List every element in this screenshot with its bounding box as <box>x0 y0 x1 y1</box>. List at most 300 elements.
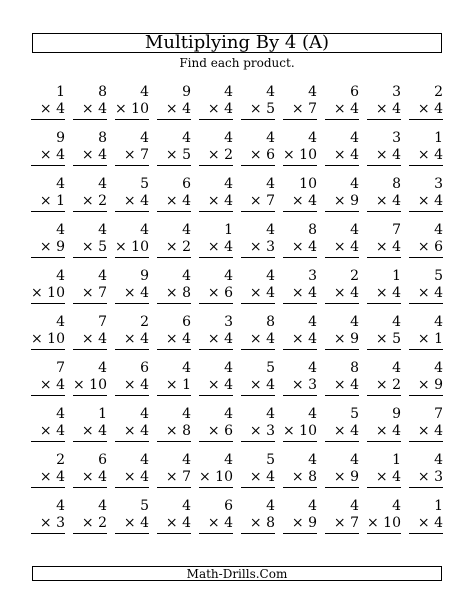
multiplication-problem <box>153 452 195 498</box>
problem-top-number: 8 <box>350 360 359 376</box>
problem-top-number: 4 <box>98 222 107 238</box>
problem-multiplier: × 4 <box>81 423 107 439</box>
problem-top-number: 4 <box>308 360 317 376</box>
problem-multiplier: × 4 <box>81 331 107 347</box>
answer-line <box>115 349 149 350</box>
multiplication-problem <box>27 360 69 406</box>
answer-line <box>73 257 107 258</box>
answer-line <box>325 533 359 534</box>
problem-multiplier: × 4 <box>375 285 401 301</box>
problem-top-number: 4 <box>224 406 233 422</box>
multiplication-problem <box>363 222 405 268</box>
problem-multiplier: × 8 <box>291 469 317 485</box>
multiplication-problem <box>195 406 237 452</box>
problem-top-number: 1 <box>434 498 443 514</box>
answer-line <box>409 487 443 488</box>
problem-multiplier: × 4 <box>207 515 233 531</box>
problem-top-number: 4 <box>140 222 149 238</box>
multiplication-problem <box>405 498 447 544</box>
answer-line <box>325 257 359 258</box>
multiplication-problem <box>69 314 111 360</box>
problem-multiplier: × 4 <box>417 101 443 117</box>
problem-top-number: 4 <box>434 360 443 376</box>
problem-top-number: 4 <box>140 452 149 468</box>
problem-multiplier: × 9 <box>417 377 443 393</box>
multiplication-problem <box>363 498 405 544</box>
problem-top-number: 5 <box>266 360 275 376</box>
answer-line <box>157 165 191 166</box>
multiplication-problem <box>279 498 321 544</box>
problem-top-number: 4 <box>98 498 107 514</box>
problem-multiplier: × 4 <box>417 285 443 301</box>
problem-top-number: 8 <box>266 314 275 330</box>
multiplication-problem <box>195 222 237 268</box>
answer-line <box>325 395 359 396</box>
problem-top-number: 4 <box>266 498 275 514</box>
problem-multiplier: × 4 <box>249 469 275 485</box>
problem-top-number: 1 <box>56 84 65 100</box>
problem-top-number: 7 <box>434 406 443 422</box>
multiplication-problem <box>27 222 69 268</box>
problem-multiplier: × 4 <box>249 377 275 393</box>
answer-line <box>283 395 317 396</box>
problem-top-number: 2 <box>140 314 149 330</box>
answer-line <box>325 349 359 350</box>
problem-multiplier: × 10 <box>115 101 149 117</box>
problem-top-number: 4 <box>434 222 443 238</box>
answer-line <box>115 303 149 304</box>
multiplication-problem <box>237 268 279 314</box>
answer-line <box>157 349 191 350</box>
problem-top-number: 3 <box>224 314 233 330</box>
answer-line <box>241 119 275 120</box>
answer-line <box>409 165 443 166</box>
multiplication-problem <box>69 452 111 498</box>
problem-top-number: 3 <box>392 130 401 146</box>
multiplication-problem <box>69 268 111 314</box>
problem-top-number: 6 <box>140 360 149 376</box>
problem-multiplier: × 4 <box>39 101 65 117</box>
problem-multiplier: × 9 <box>333 331 359 347</box>
problem-multiplier: × 2 <box>207 147 233 163</box>
answer-line <box>367 257 401 258</box>
problem-multiplier: × 4 <box>291 285 317 301</box>
problem-top-number: 4 <box>350 498 359 514</box>
problem-multiplier: × 5 <box>165 147 191 163</box>
problem-multiplier: × 4 <box>417 515 443 531</box>
multiplication-problem <box>321 360 363 406</box>
answer-line <box>115 211 149 212</box>
problem-top-number: 9 <box>392 406 401 422</box>
problem-top-number: 1 <box>98 406 107 422</box>
multiplication-problem <box>237 360 279 406</box>
problem-top-number: 8 <box>392 176 401 192</box>
answer-line <box>367 303 401 304</box>
problem-top-number: 5 <box>434 268 443 284</box>
multiplication-problem <box>405 268 447 314</box>
answer-line <box>73 441 107 442</box>
problem-top-number: 4 <box>140 406 149 422</box>
multiplication-problem <box>363 130 405 176</box>
problem-multiplier: × 7 <box>123 147 149 163</box>
footer-box <box>32 566 442 581</box>
multiplication-problem <box>405 130 447 176</box>
multiplication-problem <box>405 84 447 130</box>
problem-multiplier: × 4 <box>333 423 359 439</box>
answer-line <box>283 165 317 166</box>
problem-top-number: 4 <box>182 360 191 376</box>
problem-top-number: 4 <box>308 84 317 100</box>
problem-multiplier: × 4 <box>207 101 233 117</box>
problem-multiplier: × 9 <box>333 193 359 209</box>
answer-line <box>367 487 401 488</box>
multiplication-problem <box>321 314 363 360</box>
multiplication-problem <box>153 176 195 222</box>
problem-top-number: 4 <box>182 268 191 284</box>
problem-multiplier: × 4 <box>207 377 233 393</box>
worksheet-title: Multiplying By 4 (A) <box>144 32 330 53</box>
problem-multiplier: × 4 <box>165 101 191 117</box>
problem-multiplier: × 4 <box>249 331 275 347</box>
answer-line <box>367 349 401 350</box>
answer-line <box>409 211 443 212</box>
problem-top-number: 4 <box>392 498 401 514</box>
problem-top-number: 9 <box>182 84 191 100</box>
problem-top-number: 4 <box>308 314 317 330</box>
answer-line <box>241 211 275 212</box>
answer-line <box>31 303 65 304</box>
answer-line <box>157 119 191 120</box>
problem-top-number: 4 <box>98 176 107 192</box>
multiplication-problem <box>363 406 405 452</box>
multiplication-problem <box>279 176 321 222</box>
problem-multiplier: × 10 <box>367 515 401 531</box>
problem-multiplier: × 7 <box>81 285 107 301</box>
problem-multiplier: × 7 <box>249 193 275 209</box>
answer-line <box>283 441 317 442</box>
problem-top-number: 4 <box>434 314 443 330</box>
problem-multiplier: × 4 <box>207 193 233 209</box>
answer-line <box>283 487 317 488</box>
problem-multiplier: × 10 <box>283 423 317 439</box>
multiplication-problem <box>405 222 447 268</box>
answer-line <box>283 119 317 120</box>
answer-line <box>367 119 401 120</box>
problem-top-number: 7 <box>98 314 107 330</box>
multiplication-problem <box>111 406 153 452</box>
multiplication-problem <box>153 130 195 176</box>
answer-line <box>325 211 359 212</box>
multiplication-problem <box>237 314 279 360</box>
problem-multiplier: × 3 <box>291 377 317 393</box>
answer-line <box>199 349 233 350</box>
problem-top-number: 4 <box>98 268 107 284</box>
problem-top-number: 4 <box>224 130 233 146</box>
problem-top-number: 7 <box>392 222 401 238</box>
problem-top-number: 4 <box>182 498 191 514</box>
problem-multiplier: × 8 <box>165 285 191 301</box>
answer-line <box>367 395 401 396</box>
problem-top-number: 4 <box>266 268 275 284</box>
answer-line <box>31 211 65 212</box>
answer-line <box>157 211 191 212</box>
answer-line <box>241 257 275 258</box>
problem-multiplier: × 4 <box>123 285 149 301</box>
multiplication-problem <box>153 406 195 452</box>
multiplication-problem <box>321 406 363 452</box>
problem-multiplier: × 4 <box>123 469 149 485</box>
answer-line <box>409 395 443 396</box>
multiplication-problem <box>195 268 237 314</box>
answer-line <box>199 441 233 442</box>
problem-top-number: 3 <box>434 176 443 192</box>
problem-top-number: 4 <box>392 314 401 330</box>
problem-top-number: 6 <box>224 498 233 514</box>
problem-multiplier: × 4 <box>123 377 149 393</box>
multiplication-problem <box>27 130 69 176</box>
problem-multiplier: × 4 <box>39 469 65 485</box>
problem-top-number: 4 <box>350 222 359 238</box>
answer-line <box>115 165 149 166</box>
multiplication-problem <box>69 130 111 176</box>
problem-multiplier: × 4 <box>417 423 443 439</box>
problem-multiplier: × 4 <box>291 193 317 209</box>
problem-multiplier: × 2 <box>375 377 401 393</box>
answer-line <box>31 349 65 350</box>
multiplication-problem <box>27 314 69 360</box>
problem-top-number: 4 <box>224 360 233 376</box>
problem-top-number: 4 <box>350 130 359 146</box>
problem-multiplier: × 5 <box>81 239 107 255</box>
problem-multiplier: × 4 <box>81 469 107 485</box>
problem-multiplier: × 4 <box>375 469 401 485</box>
problem-multiplier: × 4 <box>333 377 359 393</box>
answer-line <box>199 395 233 396</box>
answer-line <box>325 487 359 488</box>
multiplication-problem <box>405 314 447 360</box>
problem-top-number: 4 <box>224 84 233 100</box>
answer-line <box>157 487 191 488</box>
problem-top-number: 4 <box>182 406 191 422</box>
problem-top-number: 8 <box>98 130 107 146</box>
multiplication-problem <box>363 268 405 314</box>
problem-multiplier: × 4 <box>81 101 107 117</box>
answer-line <box>367 533 401 534</box>
answer-line <box>283 257 317 258</box>
problem-multiplier: × 4 <box>81 147 107 163</box>
answer-line <box>73 349 107 350</box>
multiplication-problem <box>237 130 279 176</box>
answer-line <box>325 441 359 442</box>
problem-multiplier: × 4 <box>165 331 191 347</box>
problem-top-number: 10 <box>299 176 317 192</box>
multiplication-problem <box>111 498 153 544</box>
problem-top-number: 6 <box>182 176 191 192</box>
problem-top-number: 4 <box>56 498 65 514</box>
multiplication-problem <box>69 222 111 268</box>
answer-line <box>115 441 149 442</box>
answer-line <box>409 119 443 120</box>
answer-line <box>283 211 317 212</box>
problem-multiplier: × 4 <box>333 147 359 163</box>
problem-top-number: 6 <box>350 84 359 100</box>
problem-top-number: 1 <box>392 452 401 468</box>
multiplication-problem <box>195 84 237 130</box>
multiplication-problem <box>195 314 237 360</box>
answer-line <box>73 533 107 534</box>
multiplication-problem <box>111 130 153 176</box>
problem-multiplier: × 4 <box>375 147 401 163</box>
multiplication-problem <box>195 498 237 544</box>
multiplication-problem <box>153 314 195 360</box>
problem-multiplier: × 2 <box>165 239 191 255</box>
answer-line <box>409 303 443 304</box>
problem-top-number: 4 <box>266 130 275 146</box>
answer-line <box>115 119 149 120</box>
problem-top-number: 4 <box>56 314 65 330</box>
problem-top-number: 2 <box>350 268 359 284</box>
problem-top-number: 4 <box>308 452 317 468</box>
problem-multiplier: × 3 <box>249 423 275 439</box>
problem-top-number: 4 <box>224 268 233 284</box>
multiplication-problem <box>27 268 69 314</box>
problem-grid <box>27 84 447 544</box>
multiplication-problem <box>279 314 321 360</box>
problem-top-number: 4 <box>140 84 149 100</box>
title-box <box>32 33 442 53</box>
answer-line <box>409 257 443 258</box>
problem-top-number: 4 <box>182 222 191 238</box>
multiplication-problem <box>279 452 321 498</box>
problem-top-number: 4 <box>224 452 233 468</box>
multiplication-problem <box>363 452 405 498</box>
multiplication-problem <box>195 360 237 406</box>
problem-top-number: 4 <box>266 84 275 100</box>
problem-top-number: 4 <box>266 222 275 238</box>
problem-multiplier: × 4 <box>123 515 149 531</box>
multiplication-problem <box>279 130 321 176</box>
problem-top-number: 4 <box>392 360 401 376</box>
answer-line <box>409 441 443 442</box>
problem-multiplier: × 8 <box>249 515 275 531</box>
multiplication-problem <box>69 406 111 452</box>
problem-multiplier: × 5 <box>375 331 401 347</box>
multiplication-problem <box>195 452 237 498</box>
answer-line <box>31 257 65 258</box>
problem-top-number: 4 <box>224 176 233 192</box>
problem-top-number: 2 <box>56 452 65 468</box>
answer-line <box>283 533 317 534</box>
multiplication-problem <box>405 406 447 452</box>
problem-multiplier: × 4 <box>375 101 401 117</box>
problem-top-number: 4 <box>350 314 359 330</box>
answer-line <box>199 257 233 258</box>
multiplication-problem <box>363 176 405 222</box>
multiplication-problem <box>111 84 153 130</box>
answer-line <box>115 395 149 396</box>
problem-multiplier: × 4 <box>417 147 443 163</box>
multiplication-problem <box>153 498 195 544</box>
problem-multiplier: × 10 <box>115 239 149 255</box>
multiplication-problem <box>69 498 111 544</box>
answer-line <box>241 349 275 350</box>
multiplication-problem <box>279 268 321 314</box>
answer-line <box>241 165 275 166</box>
problem-multiplier: × 4 <box>39 423 65 439</box>
problem-top-number: 8 <box>98 84 107 100</box>
problem-multiplier: × 4 <box>375 423 401 439</box>
multiplication-problem <box>321 84 363 130</box>
multiplication-problem <box>153 84 195 130</box>
problem-multiplier: × 4 <box>417 193 443 209</box>
answer-line <box>199 303 233 304</box>
problem-top-number: 4 <box>434 452 443 468</box>
answer-line <box>241 303 275 304</box>
problem-top-number: 9 <box>56 130 65 146</box>
multiplication-problem <box>69 176 111 222</box>
problem-multiplier: × 4 <box>123 331 149 347</box>
answer-line <box>283 349 317 350</box>
multiplication-problem <box>321 268 363 314</box>
problem-multiplier: × 4 <box>39 147 65 163</box>
problem-multiplier: × 6 <box>207 285 233 301</box>
answer-line <box>73 303 107 304</box>
problem-multiplier: × 7 <box>291 101 317 117</box>
problem-multiplier: × 2 <box>81 193 107 209</box>
multiplication-problem <box>153 360 195 406</box>
footer-source: Math-Drills.Com <box>186 566 288 581</box>
answer-line <box>73 211 107 212</box>
problem-top-number: 5 <box>140 498 149 514</box>
problem-multiplier: × 5 <box>249 101 275 117</box>
problem-top-number: 4 <box>266 176 275 192</box>
problem-multiplier: × 4 <box>39 377 65 393</box>
answer-line <box>73 395 107 396</box>
answer-line <box>199 533 233 534</box>
answer-line <box>241 395 275 396</box>
multiplication-problem <box>279 406 321 452</box>
problem-multiplier: × 9 <box>39 239 65 255</box>
answer-line <box>241 533 275 534</box>
multiplication-problem <box>405 176 447 222</box>
answer-line <box>199 487 233 488</box>
multiplication-problem <box>363 84 405 130</box>
problem-multiplier: × 8 <box>165 423 191 439</box>
problem-top-number: 1 <box>392 268 401 284</box>
multiplication-problem <box>321 176 363 222</box>
problem-top-number: 4 <box>308 130 317 146</box>
problem-multiplier: × 4 <box>333 101 359 117</box>
problem-multiplier: × 10 <box>31 331 65 347</box>
problem-multiplier: × 4 <box>207 331 233 347</box>
multiplication-problem <box>321 130 363 176</box>
problem-top-number: 7 <box>56 360 65 376</box>
problem-top-number: 9 <box>140 268 149 284</box>
problem-top-number: 1 <box>434 130 443 146</box>
problem-multiplier: × 3 <box>417 469 443 485</box>
problem-top-number: 4 <box>56 268 65 284</box>
problem-multiplier: × 6 <box>249 147 275 163</box>
multiplication-problem <box>153 222 195 268</box>
answer-line <box>325 303 359 304</box>
answer-line <box>367 165 401 166</box>
answer-line <box>157 441 191 442</box>
problem-multiplier: × 6 <box>417 239 443 255</box>
answer-line <box>157 303 191 304</box>
problem-top-number: 8 <box>308 222 317 238</box>
problem-top-number: 2 <box>434 84 443 100</box>
answer-line <box>73 487 107 488</box>
